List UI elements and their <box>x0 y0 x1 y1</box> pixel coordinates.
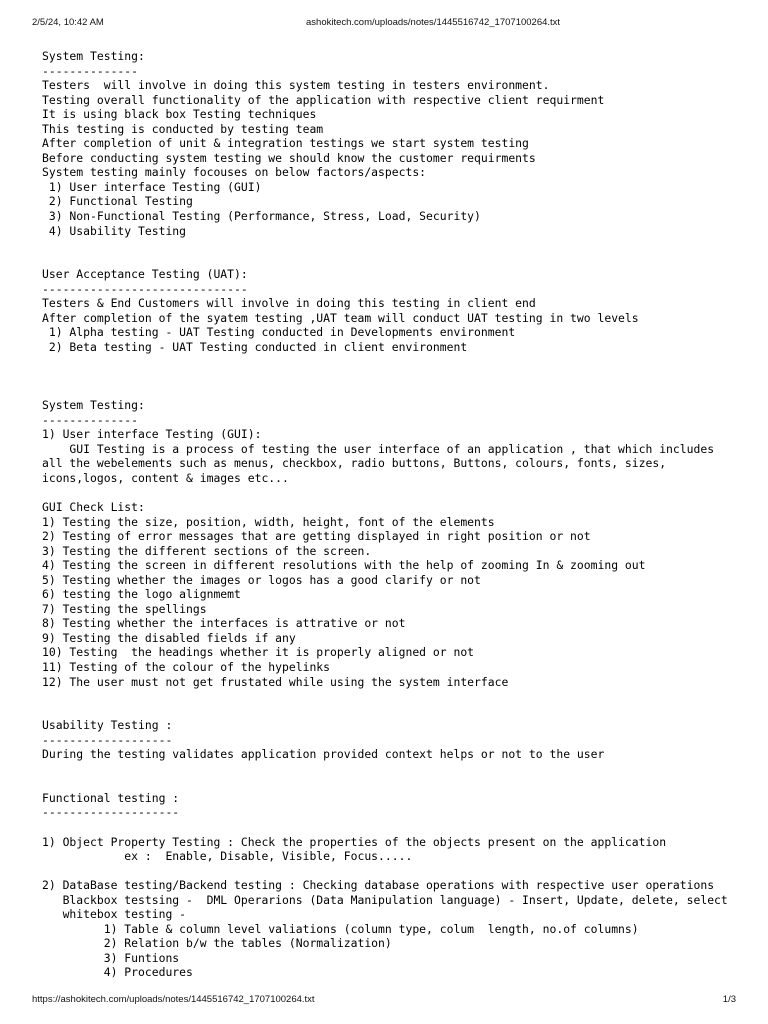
text-line: icons,logos, content & images etc... <box>42 470 289 485</box>
text-line: Testers & End Customers will involve in doing this testing in client end <box>42 296 536 311</box>
text-line <box>42 369 748 384</box>
text-line: 8) Testing whether the interfaces is attrative or not <box>42 616 406 631</box>
document-text <box>42 49 748 980</box>
text-line: 1) Table & column level valiations (column type, colum length, no.of columns) <box>42 921 639 936</box>
text-line <box>42 864 748 879</box>
text-line <box>42 384 748 399</box>
text-line: Usability Testing : <box>42 718 173 733</box>
text-line: This testing is conducted by testing team <box>42 121 324 136</box>
text-line: 2) DataBase testing/Backend testing : Checking database operations with respective user operations <box>42 878 715 893</box>
text-line: 6) testing the logo alignmemt <box>42 587 241 602</box>
text-line: -------------- <box>42 412 139 427</box>
text-line: 4) Testing the screen in different resolutions with the help of zooming In & zooming out <box>42 558 646 573</box>
text-line: During the testing validates application provided context helps or not to the user <box>42 747 605 762</box>
text-line: 1) User interface Testing (GUI): <box>42 427 262 442</box>
text-line <box>42 820 748 835</box>
text-line <box>42 689 748 704</box>
print-footer <box>32 994 736 1008</box>
text-line: 1) Object Property Testing : Check the properties of the objects present on the application <box>42 834 667 849</box>
print-datetime: 2/5/24, 10:42 AM <box>32 17 104 28</box>
print-page-title: ashokitech.com/uploads/notes/1445516742_1707100264.txt <box>306 17 561 28</box>
text-line: 1) User interface Testing (GUI) <box>42 179 262 194</box>
text-line: 4) Procedures <box>42 965 193 980</box>
text-line: GUI Testing is a process of testing the user interface of an application , that which includes <box>42 441 715 456</box>
text-line: It is using black box Testing techniques <box>42 107 317 122</box>
text-line: 2) Relation b/w the tables (Normalization) <box>42 936 392 951</box>
text-line <box>42 704 748 719</box>
text-line: System Testing: <box>42 49 145 63</box>
text-line: 2) Beta testing - UAT Testing conducted in client environment <box>42 339 468 354</box>
text-line: After completion of unit & integration testings we start system testing <box>42 136 529 151</box>
text-line: Before conducting system testing we should know the customer requirments <box>42 150 536 165</box>
text-line: GUI Check List: <box>42 499 145 514</box>
text-line: 3) Funtions <box>42 950 180 965</box>
text-line: Testing overall functionality of the application with respective client requirment <box>42 92 605 107</box>
text-line: 5) Testing whether the images or logos has a good clarify or not <box>42 572 481 587</box>
text-line: all the webelements such as menus, checkbox, radio buttons, Buttons, colours, fonts, sizes, <box>42 456 667 471</box>
text-line: 9) Testing the disabled fields if any <box>42 630 296 645</box>
text-line <box>42 776 748 791</box>
text-line: 1) Alpha testing - UAT Testing conducted in Developments environment <box>42 325 516 340</box>
text-line: Functional testing : <box>42 790 180 805</box>
text-line <box>42 762 748 777</box>
print-url: https://ashokitech.com/uploads/notes/1445516742_1707100264.txt <box>32 994 315 1005</box>
text-line: ------------------------------ <box>42 281 248 296</box>
text-line <box>42 253 748 268</box>
text-line: 2) Testing of error messages that are getting displayed in right position or not <box>42 529 591 544</box>
text-line: System Testing: <box>42 398 145 413</box>
text-line: whitebox testing - <box>42 907 187 922</box>
text-line: Testers will involve in doing this system testing in testers environment. <box>42 78 550 93</box>
text-line <box>42 485 748 500</box>
text-line: 4) Usability Testing <box>42 223 187 238</box>
text-line: 1) Testing the size, position, width, height, font of the elements <box>42 514 495 529</box>
text-line: 3) Non-Functional Testing (Performance, Stress, Load, Security) <box>42 209 481 224</box>
text-line: ex : Enable, Disable, Visible, Focus..... <box>42 849 413 864</box>
text-line: 7) Testing the spellings <box>42 601 207 616</box>
text-line: 3) Testing the different sections of the screen. <box>42 543 372 558</box>
text-line <box>42 238 748 253</box>
text-line: 12) The user must not get frustated while using the system interface <box>42 674 509 689</box>
text-line <box>42 354 748 369</box>
text-line: -------------- <box>42 63 139 78</box>
text-line: 11) Testing of the colour of the hypelinks <box>42 659 331 674</box>
text-line: -------------------- <box>42 805 180 820</box>
text-line: 2) Functional Testing <box>42 194 193 209</box>
text-line: After completion of the syatem testing ,UAT team will conduct UAT testing in two levels <box>42 310 639 325</box>
page-number: 1/3 <box>722 994 736 1005</box>
text-line: Blackbox testsing - DML Operarions (Data Manipulation language) - Insert, Update, delete, select <box>42 892 728 907</box>
text-line: User Acceptance Testing (UAT): <box>42 267 248 282</box>
text-line: ------------------- <box>42 732 173 747</box>
print-header <box>32 17 736 31</box>
text-line: System testing mainly focouses on below factors/aspects: <box>42 165 427 180</box>
text-line: 10) Testing the headings whether it is properly aligned or not <box>42 645 475 660</box>
